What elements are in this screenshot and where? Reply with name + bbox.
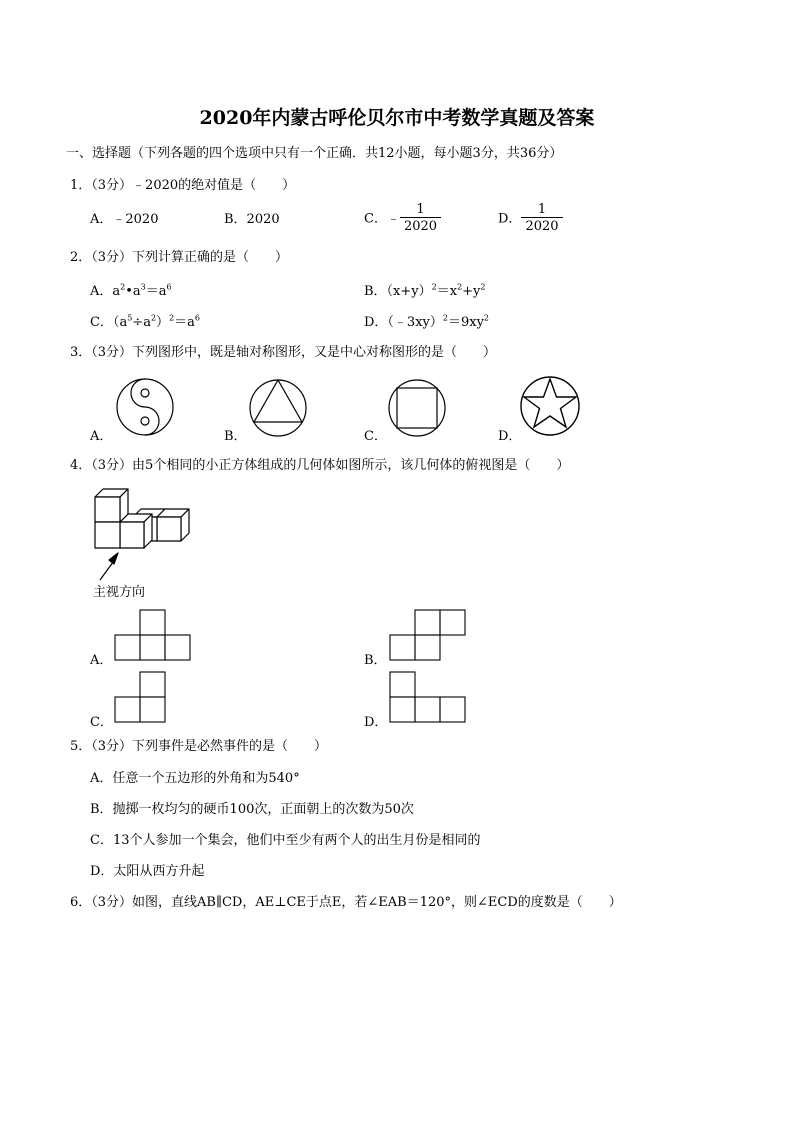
front-view-label: 主视方向 [93,585,146,600]
expr-part: ＝a [174,315,195,330]
expr-part: B．（x+y） [364,284,432,299]
exponent: 2 [483,313,490,323]
expr-part: ＝a [145,284,167,299]
exponent: 2 [442,313,448,323]
expr-part: D．（﹣3xy） [364,315,443,330]
fraction-numerator: 1 [537,202,547,217]
expr-part: +y [462,284,481,299]
exponent: 2 [480,282,486,292]
q4-option-c: C． [90,715,113,730]
q3-option-d: D． [498,429,522,444]
expr-part: •a [125,284,141,299]
option-c-grid [115,672,165,722]
fraction-numerator: 1 [416,202,425,217]
question-6-stem: 6．（3分）如图，直线AB∥CD，AE⊥CE于点E，若∠EAB＝120°，则∠ECD的度数是（ ） [70,895,622,910]
q1-option-c-prefix: C．﹣ [364,211,400,227]
option-d-grid [390,672,465,722]
question-3-stem: 3．（3分）下列图形中，既是轴对称图形，又是中心对称图形的是（ ） [70,345,497,360]
q3-option-c: C． [364,429,387,444]
q1-option-d-prefix: D． [498,211,522,227]
q4-option-b: B． [364,653,387,668]
q5-option-a: A．任意一个五边形的外角和为540° [90,771,300,786]
exponent: 6 [194,313,201,323]
fraction-denominator: 2020 [521,217,562,234]
q5-option-d: D．太阳从西方升起 [90,864,205,879]
exponent: 2 [431,282,437,292]
question-5-stem: 5．（3分）下列事件是必然事件的是（ ） [70,739,328,754]
exponent: 2 [169,313,175,323]
exponent: 3 [140,282,146,292]
q1-option-a: A．﹣2020 [90,212,159,227]
exponent: 2 [120,282,126,292]
question-1-stem: 1．（3分）﹣2020的绝对值是（ ） [70,178,296,193]
expr-part: ＝x [436,284,458,299]
q4-option-a: A． [90,653,113,668]
question-2-stem: 2．（3分）下列计算正确的是（ ） [70,250,289,265]
q5-option-b: B．抛掷一枚均匀的硬币100次，正面朝上的次数为50次 [90,802,414,817]
q3-option-b: B． [224,429,247,444]
exponent: 2 [150,313,157,323]
exponent: 6 [166,282,172,292]
expr-part: ） [156,315,170,330]
exponent: 5 [127,313,133,323]
exponent: 2 [457,282,463,292]
question-4-stem: 4．（3分）由5个相同的小正方体组成的几何体如图所示，该几何体的俯视图是（ ） [70,458,570,473]
expr-part: A．a [90,284,121,299]
expr-part: ÷a [132,315,151,330]
q1-option-b: B．2020 [224,212,280,227]
section-heading: 一、选择题（下列各题的四个选项中只有一个正确．共12小题，每小题3分，共36分） [66,146,563,161]
q5-option-c: C．13个人参加一个集会，他们中至少有两个人的出生月份是相同的 [90,833,481,848]
q4-option-d: D． [364,715,388,730]
expr-part: C．（a [90,315,128,330]
option-a-grid [115,610,190,660]
option-b-grid [390,610,465,660]
fraction-denominator: 2020 [400,217,441,234]
q3-option-a: A． [90,429,113,444]
page-title: 2020年内蒙古呼伦贝尔市中考数学真题及答案 [199,107,595,129]
expr-part: ＝9xy [447,315,484,330]
